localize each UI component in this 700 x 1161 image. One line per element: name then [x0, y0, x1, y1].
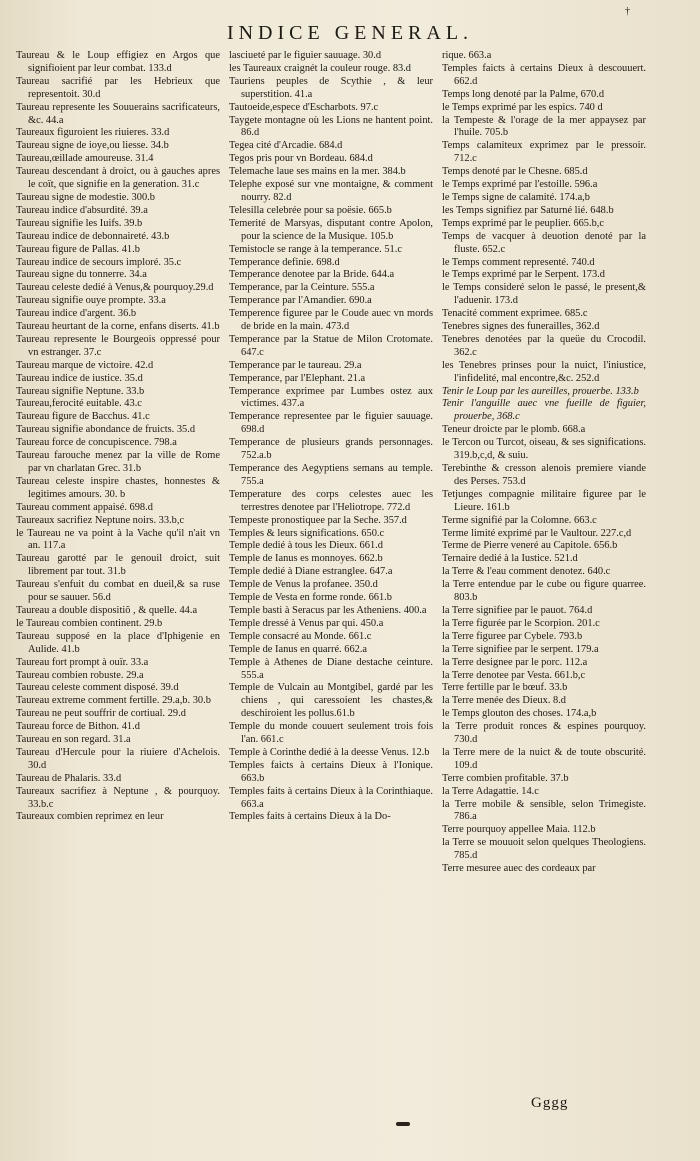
index-entry: Temple de Ianus en quarré. 662.a: [229, 643, 368, 655]
index-entry: Temperance de plusieurs grands personnages. 752.a.b: [229, 437, 433, 462]
index-entry: les Taureaux craignét la couleur rouge. 83.d: [229, 62, 411, 74]
index-entry: Taureau en son regard. 31.a: [16, 734, 131, 746]
index-entry: Temperance denotee par la Bride. 644.a: [229, 269, 395, 281]
index-entry: Tenebres denotées par la queüe du Crocodil. 362.c: [442, 333, 646, 358]
index-entry: Temperance representee par le figuier sauuage. 698.d: [229, 411, 433, 436]
index-entry: Taureau marque de victoire. 42.d: [16, 359, 154, 371]
index-entry: Taureau & le Loup effigiez en Argos que signifioient par leur combat. 133.d: [16, 50, 220, 74]
index-entry: Telemache laue ses mains en la mer. 384.b: [229, 166, 406, 178]
index-entry: Temple basti à Seracus par les Atheniens. 400.a: [229, 604, 427, 616]
index-entry: Taureau signifie abondance de fruicts. 35.d: [16, 424, 196, 436]
index-entry: la Terre designee par le porc. 112.a: [442, 656, 588, 668]
index-entry: Telesilla celebrée pour sa poësie. 665.b: [229, 204, 392, 216]
index-entry: Taureaux sacrifiez à Neptune , & pourquoy. 33.b.c: [16, 785, 220, 810]
index-column-middle: [229, 50, 433, 1090]
index-entry: Temerité de Marsyas, disputant contre Apolon, pour la science de la Musique. 105.b: [229, 217, 433, 242]
index-entry: Temperance exprimee par Lumbes ostez aux victimes. 437.a: [229, 385, 433, 410]
index-entry: le Temps consideré selon le passé, le present,& l'aduenir. 173.d: [442, 282, 646, 307]
index-entry: Tautoeide,espece d'Escharbots. 97.c: [229, 101, 379, 113]
index-entry: Tenebres signes des funerailles, 362.d: [442, 321, 600, 333]
index-entry: Taureau comment appaisé. 698.d: [16, 501, 153, 513]
signature-mark: Gggg: [531, 1095, 569, 1111]
index-entry: Temperance, par la Ceinture. 555.a: [229, 282, 375, 294]
index-entry: Taureau represente le Bourgeois oppressé pour vn estranger. 37.c: [16, 333, 220, 358]
index-entry: Taureau signifie ouye prompte. 33.a: [16, 295, 166, 307]
index-entry: Taureau extreme comment fertille. 29.a,b. 30.b: [16, 695, 211, 707]
index-entry: Taureau ne peut souffrir de cortiual. 29.d: [16, 708, 186, 720]
index-entry: Temps calamiteux exprimez par le pressoir. 712.c: [442, 140, 646, 165]
index-entry: Temple consacré au Monde. 661.c: [229, 630, 372, 642]
index-entry: Taureau signe de modestie. 300.b: [16, 191, 155, 203]
index-entry: Taureau signifie Neptune. 33.b: [16, 385, 145, 397]
index-entry: Tegos pris pour vn Bordeau. 684.d: [229, 153, 373, 165]
index-entry: Taureau s'enfuit du combat en dueil,& sa ruse pour se sauuer. 56.d: [16, 579, 220, 604]
index-entry: Teneur droicte par le plomb. 668.a: [442, 424, 586, 436]
index-entry: Terme limité exprimé par le Vaultour. 227.c,d: [442, 527, 632, 539]
index-entry: la Terre Adagattie. 14.c: [442, 785, 539, 797]
index-entry: Temperature des corps celestes auec les terrestres denotee par l'Heliotrope. 772.d: [229, 488, 433, 513]
index-entry: Taureau indice de secours imploré. 35.c: [16, 256, 182, 268]
index-column-left: [16, 50, 220, 1090]
index-entry: Temperance des Aegyptiens semans au temple. 755.a: [229, 463, 433, 487]
index-entry: Temple de Vulcain au Montgibel, gardé par les chiens , qui caressoient les chastes,& deschiroient les pollus.61.b: [229, 682, 433, 720]
index-column-right: [442, 50, 646, 1090]
index-entry: le Temps exprimé par les espics. 740 d: [442, 101, 603, 113]
index-entry: Tegea cité d'Arcadie. 684.d: [229, 140, 343, 152]
index-entry: Tenacité comment exprimee. 685.c: [442, 308, 588, 320]
index-entry: Temples faits à certains Dieux à la Do-: [229, 811, 391, 823]
index-entry: Taureaux sacrifiez Neptune noirs. 33.b,c: [16, 514, 185, 526]
index-entry: Temperance par l'Amandier. 690.a: [229, 295, 372, 307]
index-entry: Taureaux combien reprimez en leur: [16, 811, 164, 823]
index-entry: Temperence figuree par le Coude auec vn mords de bride en la main. 473.d: [229, 308, 433, 333]
index-entry: Taureau garotté par le genouil droict, suit librement par tout. 31.b: [16, 553, 220, 578]
page-title: INDICE GENERAL.: [226, 22, 474, 44]
index-entry: Taureau,ferocité euitable. 43.c: [16, 398, 142, 410]
index-entry: Temple de Venus la profanee. 350.d: [229, 579, 378, 591]
index-entry: Temples & leurs significations. 650.c: [229, 527, 385, 539]
index-entry: Temistocle se range à la temperance. 51.c: [229, 243, 402, 255]
index-entry: la Terre mobile & sensible, selon Trimegiste. 786.a: [442, 798, 646, 823]
index-entry: le Temps exprimé par le Serpent. 173.d: [442, 269, 605, 281]
index-entry: Tetjunges compagnie militaire figuree par le Lieure. 161.b: [442, 488, 646, 513]
index-entry: Temps long denoté par la Palme, 670.d: [442, 88, 605, 100]
index-entry: le Temps comment representé. 740.d: [442, 256, 595, 268]
index-entry: le Temps glouton des choses. 174.a,b: [442, 708, 597, 720]
index-entry: Taureau signifie les Iuifs. 39.b: [16, 217, 143, 229]
index-entry: Taureau figure de Bacchus. 41.c: [16, 411, 150, 423]
index-entry: la Terre denotee par Vesta. 661.b,c: [442, 669, 586, 681]
ornament-dash: [396, 1122, 410, 1126]
index-entry: Taureaux figuroient les riuieres. 33.d: [16, 127, 170, 139]
index-entry: Taureau celeste comment disposé. 39.d: [16, 682, 179, 694]
index-entry: Temple de Vesta en forme ronde. 661.b: [229, 592, 392, 604]
index-entry: Tenir le Loup par les aureilles, prouerbe. 133.b: [442, 385, 639, 397]
index-entry: Taygete montagne où les Lions ne hantent point. 86.d: [229, 114, 433, 139]
index-entry: Taureau heurtant de la corne, enfans diserts. 41.b: [16, 321, 220, 333]
index-entry: Taureau sacrifié par les Hebrieux que representoit. 30.d: [16, 75, 220, 100]
index-entry: le Taureau combien continent. 29.b: [16, 617, 163, 629]
index-entry: Taureau celeste inspire chastes, honnestes & legitimes amours. 30. b: [16, 475, 220, 500]
index-entry: Tempeste pronostiquee par la Seche. 357.d: [229, 514, 407, 526]
index-entry: la Terre mere de la nuict & de toute obscurité. 109.d: [442, 746, 646, 771]
index-entry: la Terre menée des Dieux. 8.d: [442, 695, 567, 707]
page-mark: †: [625, 6, 630, 17]
index-entry: Taureau,œillade amoureuse. 31.4: [16, 153, 154, 165]
index-entry: Tenir l'anguille auec vne fueille de figuier, prouerbe, 368.c: [442, 398, 646, 423]
index-entry: les Temps signifiez par Saturné lié. 648.b: [442, 204, 614, 216]
index-entry: Taureau d'Hercule pour la riuiere d'Achelois. 30.d: [16, 746, 220, 771]
index-entry: Temple à Corinthe dedié à la deesse Venus. 12.b: [229, 746, 430, 758]
index-entry: la Terre signifiee par le pauot. 764.d: [442, 604, 593, 616]
index-entry: la Terre figurée par le Scorpion. 201.c: [442, 617, 600, 629]
index-entry: Taureau supposé en la place d'Iphigenie en Aulide. 41.b: [16, 630, 220, 655]
index-entry: le Temps exprimé par l'estoille. 596.a: [442, 179, 598, 191]
index-entry: rique. 663.a: [442, 50, 492, 61]
index-entry: la Terre entendue par le cube ou figure quarree. 803.b: [442, 579, 646, 604]
index-entry: Taureau fort prompt à ouïr. 33.a: [16, 656, 149, 668]
index-entry: Tauriens peuples de Scythie , & leur superstition. 41.a: [229, 75, 433, 100]
index-entry: la Tempeste & l'orage de la mer appaysez par l'huile. 705.b: [442, 114, 646, 139]
index-entry: la Terre produit ronces & espines pourquoy. 730.d: [442, 721, 646, 746]
index-entry: le Temps signe de calamité. 174.a,b: [442, 191, 590, 203]
index-entry: Temple dressé à Venus par qui. 450.a: [229, 617, 384, 629]
index-entry: Taureau force de Bithon. 41.d: [16, 721, 140, 733]
index-entry: Taureau signe de ioye,ou liesse. 34.b: [16, 140, 169, 152]
index-entry: Taureau figure de Pallas. 41.b: [16, 243, 140, 255]
index-entry: Temps de vacquer à deuotion denoté par la fluste. 652.c: [442, 230, 646, 255]
index-entry: Temples faicts à certains Dieux à l'Ionique. 663.b: [229, 759, 433, 784]
index-entry: Taureau represente les Souuerains sacrificateurs, &c. 44.a: [16, 101, 220, 126]
index-entry: la Terre se mouuoit selon quelques Theologiens. 785.d: [442, 837, 646, 862]
index-entry: la Terre signifiee par le serpent. 179.a: [442, 643, 599, 655]
index-entry: Temple dedié à Diane estranglee. 647.a: [229, 566, 393, 578]
index-entry: lasciueté par le figuier sauuage. 30.d: [229, 50, 382, 61]
index-entry: la Terre & l'eau comment denotez. 640.c: [442, 566, 611, 578]
index-entry: Taureau indice de debonnaireté. 43.b: [16, 230, 170, 242]
index-entry: Temperance, par l'Elephant. 21.a: [229, 372, 366, 384]
index-entry: Terebinthe & cresson alenois premiere viande des Perses. 753.d: [442, 463, 646, 487]
index-entry: Temple à Athenes de Diane destache ceinture. 555.a: [229, 656, 433, 681]
index-entry: Temps exprimé par le peuplier. 665.b,c: [442, 217, 605, 229]
index-entry: le Taureau ne va point à la Vache qu'il n'ait vn an. 117.a: [16, 527, 220, 552]
index-entry: Temples faicts à certains Dieux à descouuert. 662.d: [442, 62, 646, 87]
index-entry: Terme signifié par la Colomne. 663.c: [442, 514, 597, 526]
index-entry: Temps denoté par le Chesne. 685.d: [442, 166, 588, 178]
index-columns: [16, 50, 646, 1090]
index-entry: Terme de Pierre veneré au Capitole. 656.b: [442, 540, 618, 552]
index-entry: Taureau de Phalaris. 33.d: [16, 772, 122, 784]
index-entry: Temple dedié à tous les Dieux. 661.d: [229, 540, 383, 552]
index-entry: Temple de Ianus es monnoyes. 662.b: [229, 553, 383, 565]
index-entry: la Terre figuree par Cybele. 793.b: [442, 630, 583, 642]
index-entry: Taureau indice d'argent. 36.b: [16, 308, 137, 320]
index-entry: Taureau signe du tonnerre. 34.a: [16, 269, 147, 281]
index-entry: Terre combien profitable. 37.b: [442, 772, 569, 784]
index-entry: Temperance definie. 698.d: [229, 256, 340, 268]
index-entry: Temperance par la Statue de Milon Crotomate. 647.c: [229, 333, 433, 358]
index-entry: Taureau descendant à droict, ou à gauches apres le coït, que signifie en la generation. 31.c: [16, 166, 220, 191]
index-entry: Terre mesuree auec des cordeaux par: [442, 863, 596, 875]
index-entry: le Tercon ou Turcot, oiseau, & ses significations. 319.b,c,d, & suiu.: [442, 437, 646, 462]
index-entry: Taureau indice de iustice. 35.d: [16, 372, 143, 384]
index-entry: Temples faits à certains Dieux à la Corinthiaque. 663.a: [229, 785, 433, 810]
index-entry: Temperance par le taureau. 29.a: [229, 359, 362, 371]
index-entry: Taureau celeste dedié à Venus,& pourquoy.29.d: [16, 282, 214, 294]
index-entry: Taureau combien robuste. 29.a: [16, 669, 144, 681]
index-entry: Temple du monde couuert seulement trois fois l'an. 661.c: [229, 721, 433, 746]
index-entry: Terre pourquoy appellee Maia. 112.b: [442, 824, 596, 836]
index-entry: Taureau indice d'absurdité. 39.a: [16, 204, 148, 216]
index-entry: Ternaire dedié à la Iustice. 521.d: [442, 553, 578, 565]
index-entry: Taureau farouche menez par la ville de Rome par vn charlatan Grec. 31.b: [16, 450, 220, 474]
index-entry: Terre fertille par le bœuf. 33.b: [442, 682, 568, 694]
index-entry: les Tenebres prinses pour la nuict, l'iniustice, l'infidelité, mal encontre,&c. 252.d: [442, 359, 646, 384]
index-entry: Taureau a double dispositiõ , & quelle. 44.a: [16, 604, 198, 616]
index-entry: Taureau force de concupiscence. 798.a: [16, 437, 177, 449]
index-entry: Telephe exposé sur vne montaigne, & comment nourry. 82.d: [229, 179, 433, 203]
